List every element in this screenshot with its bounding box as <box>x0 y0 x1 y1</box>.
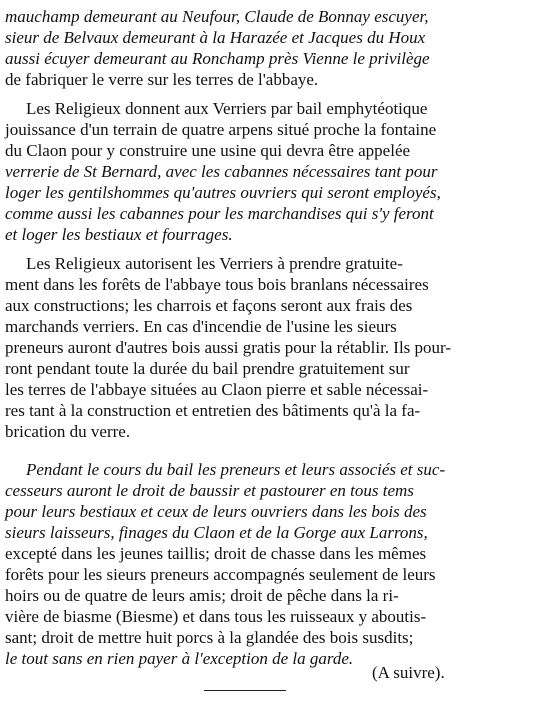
text-line: ment dans les forêts de l'abbaye tous bois branlans nécessaires <box>5 275 429 294</box>
text-line: loger les gentilshommes qu'autres ouvriers qui seront employés, <box>5 183 441 202</box>
text-line: mauchamp demeurant au Neufour, Claude de Bonnay escuyer, <box>5 7 429 26</box>
text-line: res tant à la construction et entretien des bâtiments qu'à la fa- <box>5 401 421 420</box>
text-line: hoirs ou de quatre de leurs amis; droit de pêche dans la ri- <box>5 586 399 605</box>
text-line: verrerie de St Bernard, avec les cabannes nécessaires tant pour <box>5 162 438 181</box>
text-line: ront pendant toute la durée du bail prendre gratuitement sur <box>5 359 410 378</box>
text-line: preneurs auront d'autres bois aussi gratis pour la rétablir. Ils pour- <box>5 338 452 357</box>
text-line: comme aussi les cabannes pour les marchandises qui s'y feront <box>5 204 434 223</box>
text-line: les terres de l'abbaye situées au Claon pierre et sable nécessai- <box>5 380 429 399</box>
text-line: aussi écuyer demeurant au Ronchamp près Vienne le privilège <box>5 49 430 68</box>
text-line: Les Religieux donnent aux Verriers par bail emphytéotique <box>26 99 428 118</box>
text-line: sieurs laisseurs, finages du Claon et de la Gorge aux Larrons, <box>5 523 428 542</box>
text-line: sant; droit de mettre huit porcs à la glandée des bois susdits; <box>5 628 414 647</box>
text-line: jouissance d'un terrain de quatre arpens situé proche la fontaine <box>5 120 437 139</box>
text-line: et loger les bestiaux et fourrages. <box>5 225 233 244</box>
text-line: aux constructions; les charrois et façons seront aux frais des <box>5 296 413 315</box>
text-line: le tout sans en rien payer à l'exception de la garde. <box>5 649 354 668</box>
text-line: Pendant le cours du bail les preneurs et leurs associés et suc- <box>26 460 446 479</box>
text-line: du Claon pour y construire une usine qui devra être appelée <box>5 141 411 160</box>
text-line: Les Religieux autorisent les Verriers à prendre gratuite- <box>26 254 403 273</box>
text-line: excepté dans les jeunes taillis; droit de chasse dans les mêmes <box>5 544 427 563</box>
to-be-continued: (A suivre). <box>372 663 445 682</box>
text-line: cesseurs auront le droit de baussir et pastourer en tous tems <box>5 481 414 500</box>
text-line: brication du verre. <box>5 422 131 441</box>
separator-rule <box>204 690 286 691</box>
text-line: sieur de Belvaux demeurant à la Harazée et Jacques du Houx <box>5 28 426 47</box>
text-line: marchands verriers. En cas d'incendie de l'usine les sieurs <box>5 317 397 336</box>
text-line: pour leurs bestiaux et ceux de leurs ouvriers dans les bois des <box>5 502 427 521</box>
text-line: vière de biasme (Biesme) et dans tous les ruisseaux y aboutis- <box>5 607 427 626</box>
text-line: de fabriquer le verre sur les terres de l'abbaye. <box>5 70 319 89</box>
text-line: forêts pour les sieurs preneurs accompagnés seulement de leurs <box>5 565 436 584</box>
